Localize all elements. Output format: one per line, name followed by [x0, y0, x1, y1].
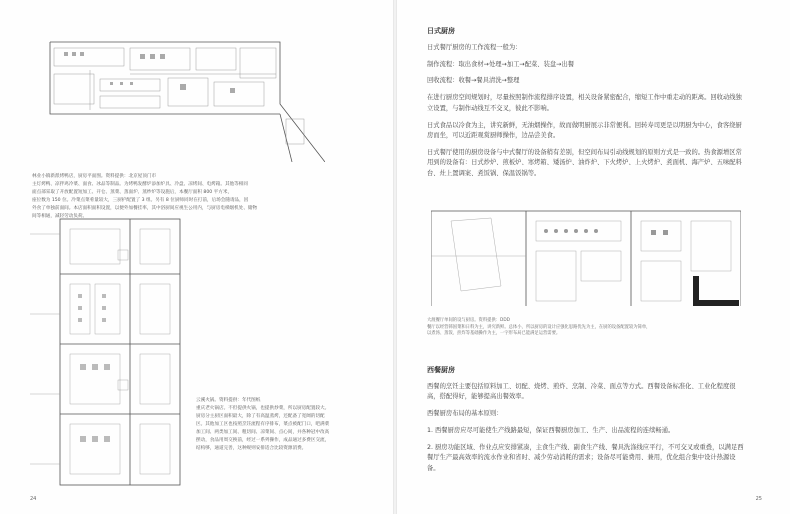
page-number-right: 25 — [755, 496, 762, 502]
paragraph: 2. 厨房功能区域、作业点应安排紧凑，主食生产线、副食生产线、餐具洗涤线应平行，不可交叉或重叠，以满足西餐厅生产最高效率的流水作业和省时、减少劳动消耗的需求；设备尽可能费用、兼用，优化组合集中设计热源设备。 — [427, 443, 744, 472]
floor-plan-caption-2: 云溪火锅。资料提供：年代图纸 重庆老火锅店。不但提供火锅，也提供炒菜，所以厨房配置较大。 厨房分主厨区面积最大，除了有高温蒸烤，还配备了宽阔的切配 区。其他加工区也按照烹饪流程有序排布，菜点被配门口，吧满菜 加工间、两类加工间、粗切间、凉菜间、点心间，并各种冠中改高 摆动，食品用周交换前，经过一系列操作，成品通过多费区交流， 结构够，通道完善，这种规则安排适合比较资源消费。 — [196, 398, 330, 451]
floor-plan-caption-1: 林业小镇新派烤鸭店，厨房平面图。资料提供：北京屋顶门市 主灯烤鸭、凉拌鸡冷菜、面食、冰品等制品。为烤鸭发酵炉添加炉具、冷盘、凉烤间、电烤箱。其他等相同 面点部采取了开放配置短加工、开仓、蒸菜、蒸面炉、蒸纱炉等设施后，本餐厅面积 800 平方米， 座位数为 150 位。冷菜点菜肴量较大，三厨护配置了 3 组。另有 8 位厨师同时在打前，后场会随请品，因 外食了单独前面间。本店面积面积设置，以便外加餐挂率，其中浴厨间应视生公用内，与厨房电梯烟机处、储物 间等相通，减轻劳动负荷。 — [32, 174, 258, 219]
paragraph: 在进行厨房空间规划时，尽量按照制作流程排序设置，相关设备紧密配合，缩短工作中重走动的距离。回收动线独立设置，与制作动线互不交叉，彼此不影响。 — [427, 94, 742, 112]
paragraph: 西餐厨房布局的基本原则： — [427, 410, 503, 418]
paragraph: 日式餐厅厨房的工作流程一般为： — [427, 43, 522, 51]
paragraph: 回收流程：收餐→餐具清洗→整理 — [427, 77, 520, 85]
paragraph: 制作流程：取出食材→处理→加工→配菜、装盘→出餐 — [427, 60, 575, 68]
page-number-left: 24 — [30, 496, 37, 502]
paragraph: 1. 西餐厨房应尽可能使生产线路最短，保证西餐厨房加工、生产、出品流程的连续畅通。 — [427, 426, 675, 434]
floor-plan-japanese-restaurant — [431, 206, 741, 314]
section-heading-western: 西餐厨房 — [427, 366, 455, 374]
floor-plan-roast-duck-restaurant — [40, 34, 325, 162]
paragraph: 西餐的烹饪主要包括原料加工、切配、烧烤、煎炸、烹制、冷菜、面点等方式。西餐设备标准化、工业化程度很高，搭配得好，能够提高出餐效率。 — [427, 382, 736, 401]
paragraph: 日式餐厅使用的厨房设备与中式餐厅的设备稍有差别，但空间布局引动线规划的原则方式是一致的。热食源增区常用到的设备有：日式炒炉、煎板炉、寒烤箱、矮汤炉、油炸炉、下火烤炉、上火烤炉、煮面机、海产炉、五味配料台、灶上置调案、煮饭锅、保温饭锅等。 — [427, 148, 742, 178]
paragraph: 日式食品以冷食为主，讲究新鲜，无油烟操作，故而做明厨展示非常便利。回转寿司更是以明厨为中心，食客绕厨房而坐，可以近距观赏厨师操作，边品尝美食。 — [427, 121, 742, 140]
left-page — [0, 0, 393, 514]
japanese-kitchen-section — [427, 26, 747, 186]
section-heading-japanese: 日式厨房 — [427, 27, 455, 35]
western-kitchen-section — [427, 365, 747, 481]
right-page — [397, 0, 790, 514]
floor-plan-caption-3: 大渡餐厅单间的设与厨房。资料提供：DDD 餐厅以经营韩国菜和日料为主，讲究新鲜。总体小，所以厨房的设计应强化思路优先为主，在厨的设备配置较为简单， 以煮汤、蒸饭、煎炸等基础操作为主，一字形布局已能满足运营需要。 — [427, 318, 651, 337]
floor-plan-hotpot-restaurant — [30, 214, 190, 490]
